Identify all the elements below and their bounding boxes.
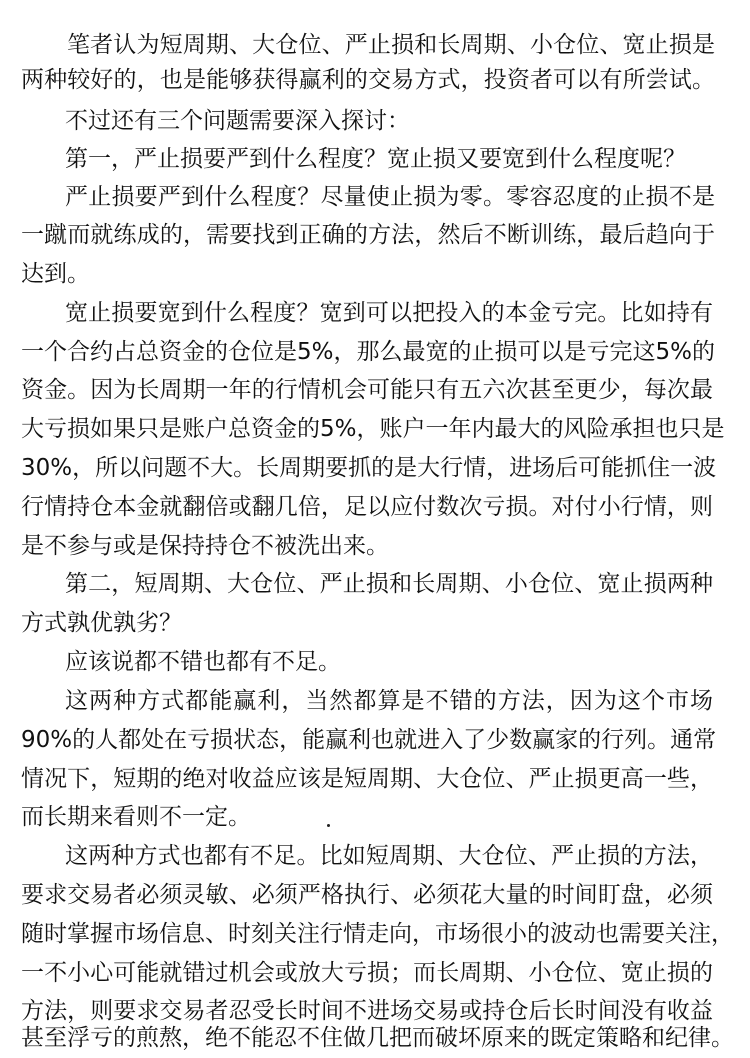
body-text-line: 这两种方式都能赢利，当然都算是不错的方法，因为这个市场 xyxy=(65,688,713,714)
body-text-line: 第一，严止损要严到什么程度？宽止损又要宽到什么程度呢？ xyxy=(65,146,686,172)
body-text-line: 这两种方式也都有不足。比如短周期、大仓位、严止损的方法， xyxy=(65,843,713,869)
body-text-line: 宽止损要宽到什么程度？宽到可以把投入的本金亏完。比如持有 xyxy=(65,300,713,326)
body-text-line: 行情持仓本金就翻倍或翻几倍，足以应付数次亏损。对付小行情，则 xyxy=(21,494,713,520)
body-text-line: 达到。 xyxy=(21,261,90,287)
body-text-line: 90%的人都处在亏损状态，能赢利也就进入了少数赢家的行列。通常 xyxy=(21,727,717,753)
body-text-line: 一蹴而就练成的，需要找到正确的方法，然后不断训练，最后趋向于 xyxy=(21,222,715,248)
body-text-line: 第二，短周期、大仓位、严止损和长周期、小仓位、宽止损两种 xyxy=(65,571,713,597)
body-text-line: 一个合约占总资金的仓位是5%，那么最宽的止损可以是亏完这5%的 xyxy=(21,339,715,365)
body-text-line: 而长期来看则不一定。 xyxy=(21,804,251,830)
body-text-line: 严止损要严到什么程度？尽量使止损为零。零容忍度的止损不是 xyxy=(65,184,715,210)
stray-ink-dot xyxy=(327,824,330,827)
body-text-line: 两种较好的，也是能够获得赢利的交易方式，投资者可以有所尝试。 xyxy=(21,67,715,93)
body-text-line: 资金。因为长周期一年的行情机会可能只有五六次甚至更少，每次最 xyxy=(21,377,713,403)
body-text-line: 是不参与或是保持持仓不被洗出来。 xyxy=(21,533,389,559)
body-text-line: 应该说都不错也都有不足。 xyxy=(65,649,341,675)
body-text-line: 方法，则要求交易者忍受长时间不进场交易或持仓后长时间没有收益 xyxy=(21,998,713,1024)
body-text-line: 大亏损如果只是账户总资金的5%，账户一年内最大的风险承担也只是 xyxy=(21,416,725,442)
body-text-line: 一不小心可能就错过机会或放大亏损；而长周期、小仓位、宽止损的 xyxy=(21,960,713,986)
body-text-line: 不过还有三个问题需要深入探讨： xyxy=(65,108,410,134)
body-text-line: 笔者认为短周期、大仓位、严止损和长周期、小仓位、宽止损是 xyxy=(67,32,715,58)
body-text-line: 情况下，短期的绝对收益应该是短周期、大仓位、严止损更高一些， xyxy=(21,766,713,792)
body-text-line: 30%，所以问题不大。长周期要抓的是大行情，进场后可能抓住一波 xyxy=(21,455,717,481)
body-text-line: 要求交易者必须灵敏、必须严格执行、必须花大量的时间盯盘，必须 xyxy=(21,882,713,908)
body-text-line: 随时掌握市场信息、时刻关注行情走向，市场很小的波动也需要关注， xyxy=(21,921,734,947)
body-text-line: 方式孰优孰劣？ xyxy=(21,610,182,636)
body-text-line: 甚至浮亏的煎熬，绝不能忍不住做几把而破坏原来的既定策略和纪律。 xyxy=(21,1025,734,1051)
